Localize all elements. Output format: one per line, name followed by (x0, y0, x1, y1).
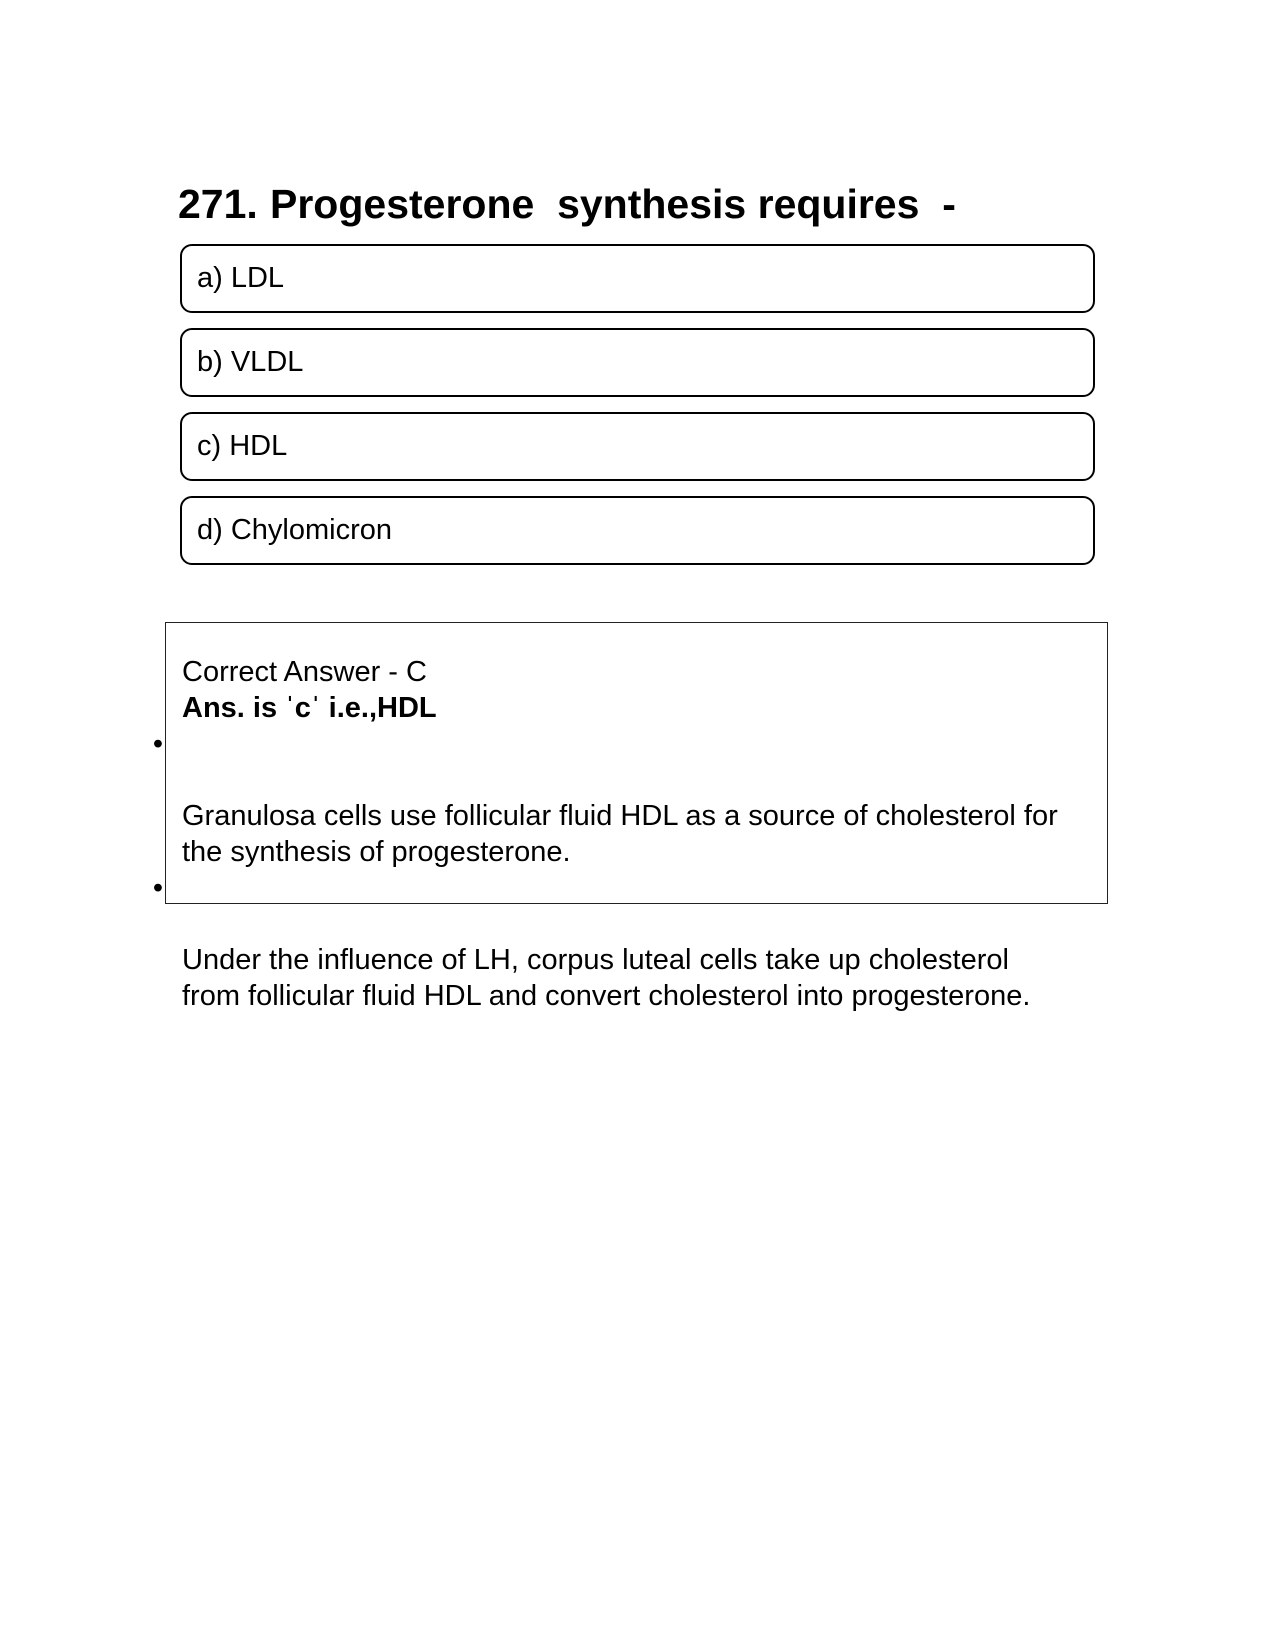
option-a[interactable] (180, 244, 1095, 313)
correct-answer-line: Correct Answer - C (182, 656, 427, 688)
question-title (178, 178, 956, 230)
explanation-list (152, 726, 1107, 1014)
explanation-item (152, 870, 1107, 1014)
option-c[interactable] (180, 412, 1095, 481)
answer-explanation-box (152, 622, 1108, 1012)
option-a-label: a) LDL (197, 262, 285, 294)
option-d[interactable] (180, 496, 1095, 565)
question-number: 271. (178, 181, 258, 227)
answer-key-line: Ans. is ˈcˈ i.e.,HDL (182, 692, 437, 724)
option-b-label: b) VLDL (197, 346, 304, 378)
explanation-text: Under the influence of LH, corpus luteal cells take up cholesterol from follicular fluid HDL and convert cholesterol into progesterone. (182, 944, 1031, 1012)
bullet-icon: • (152, 728, 164, 760)
option-b[interactable] (180, 328, 1095, 397)
question-text: Progesterone synthesis requires - (270, 181, 956, 227)
options-list (180, 244, 1095, 580)
bullet-icon: • (152, 872, 164, 904)
explanation-item (152, 726, 1107, 870)
explanation-text: Granulosa cells use follicular fluid HDL as a source of cholesterol for the synthesis of progesterone. (182, 800, 1058, 868)
option-d-label: d) Chylomicron (197, 514, 392, 546)
option-c-label: c) HDL (197, 430, 288, 462)
